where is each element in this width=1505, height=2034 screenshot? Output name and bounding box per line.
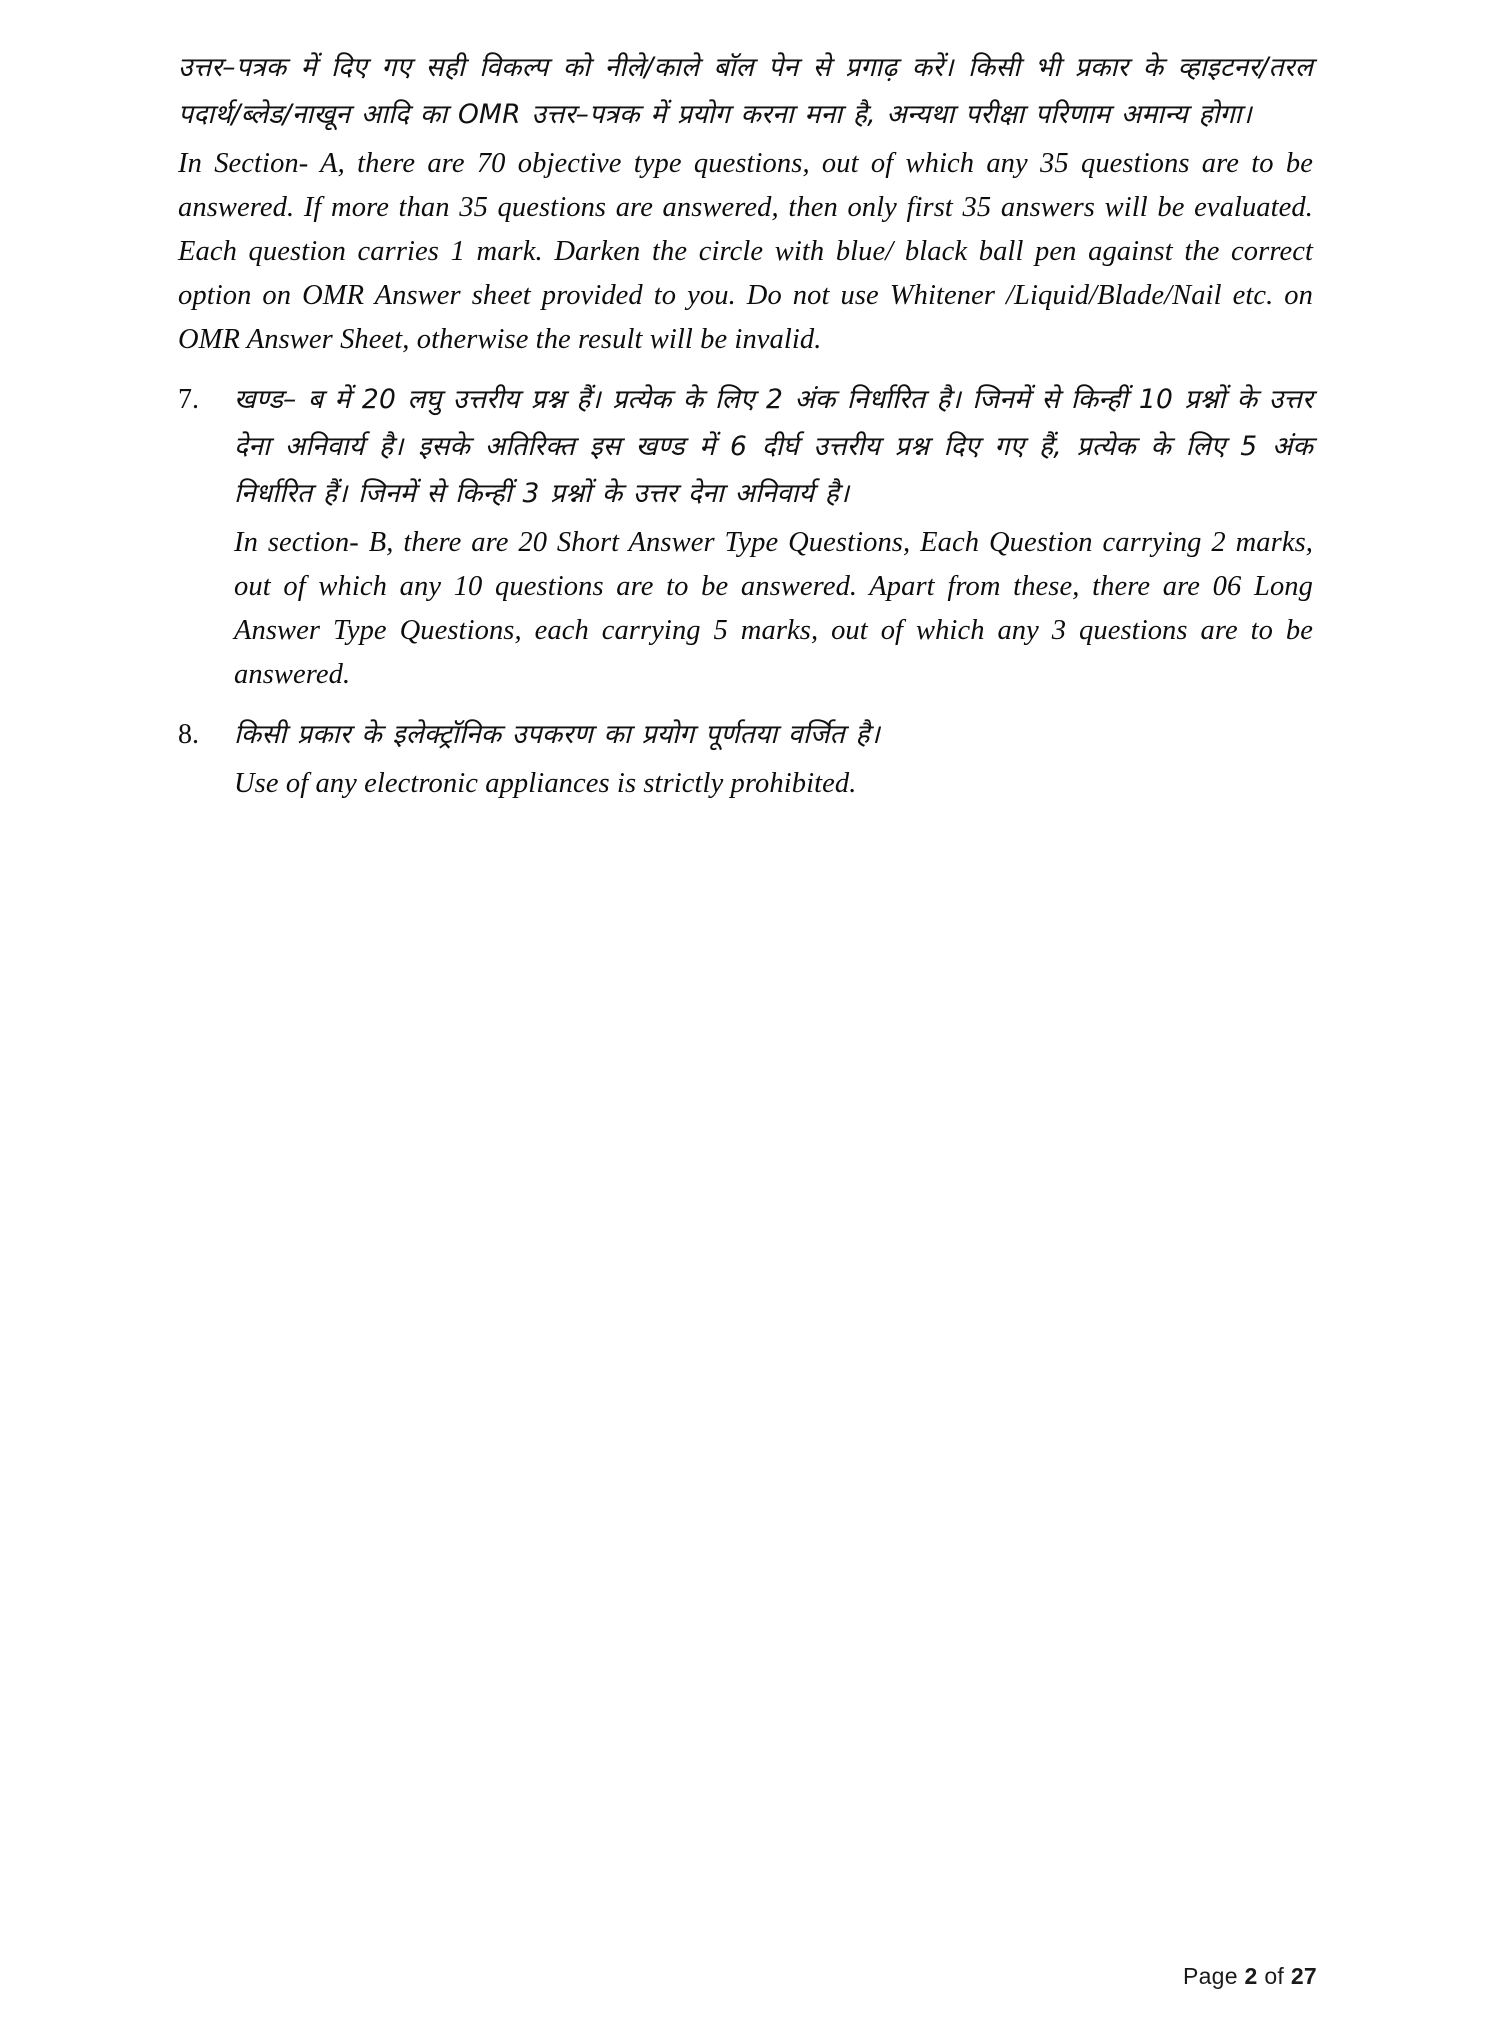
item-8-hindi-paragraph: किसी प्रकार के इलेक्ट्रॉनिक उपकरण का प्रयोग पूर्णतया वर्जित है। bbox=[234, 719, 881, 750]
intro-english-paragraph: In Section- A, there are 70 objective type questions, out of which any 35 questions are to be answered. If more than 35 questions are answered, then only first 35 answers will be evaluated. Each question carries 1 mark. Darken the circle with blue/ black ball pen against the correct option on OMR Answer sheet provided to you. Do not use Whitener /Liquid/Blade/Nail etc. on OMR Answer Sheet, otherwise the result will be invalid. bbox=[178, 148, 1313, 355]
footer-total-pages: 27 bbox=[1290, 1963, 1317, 1989]
item-7-english-paragraph: In section- B, there are 20 Short Answer Type Questions, Each Question carrying 2 marks, out of which any 10 questions are to be answered. Apart from these, there are 06 Long Answer Type Questions, each carrying 5 marks, out of which any 3 questions are to be answered. bbox=[234, 527, 1313, 690]
instruction-item-7 bbox=[178, 376, 1313, 697]
footer-page-number: 2 bbox=[1244, 1963, 1258, 1989]
intro-hindi-paragraph: उत्तर–पत्रक में दिए गए सही विकल्प को नीले/काले बॉल पेन से प्रगाढ़ करें। किसी भी प्रकार के व्हाइटनर/तरल पदार्थ/ब्लेड/नाखून आदि का OMR उत्तर–पत्रक में प्रयोग करना मना है, अन्यथा परीक्षा परिणाम अमान्य होगा। bbox=[178, 52, 1313, 130]
intro-block bbox=[178, 44, 1313, 362]
item-number-7: 7. bbox=[178, 384, 199, 415]
item-number-8: 8. bbox=[178, 719, 199, 750]
footer-middle: of bbox=[1257, 1963, 1291, 1989]
item-7-hindi-paragraph: खण्ड– ब में 20 लघु उत्तरीय प्रश्न हैं। प्रत्येक के लिए 2 अंक निर्धारित है। जिनमें से किन्हीं 10 प्रश्नों के उत्तर देना अनिवार्य है। इसके अतिरिक्त इस खण्ड में 6 दीर्घ उत्तरीय प्रश्न दिए गए हैं, प्रत्येक के लिए 5 अंक निर्धारित हैं। जिनमें से किन्हीं 3 प्रश्नों के उत्तर देना अनिवार्य है। bbox=[234, 384, 1313, 509]
footer-prefix: Page bbox=[1182, 1963, 1245, 1989]
page-footer bbox=[1183, 1963, 1317, 1990]
page-content bbox=[178, 44, 1313, 806]
instruction-item-8 bbox=[178, 711, 1313, 806]
item-8-english-paragraph: Use of any electronic appliances is strictly prohibited. bbox=[234, 768, 857, 799]
